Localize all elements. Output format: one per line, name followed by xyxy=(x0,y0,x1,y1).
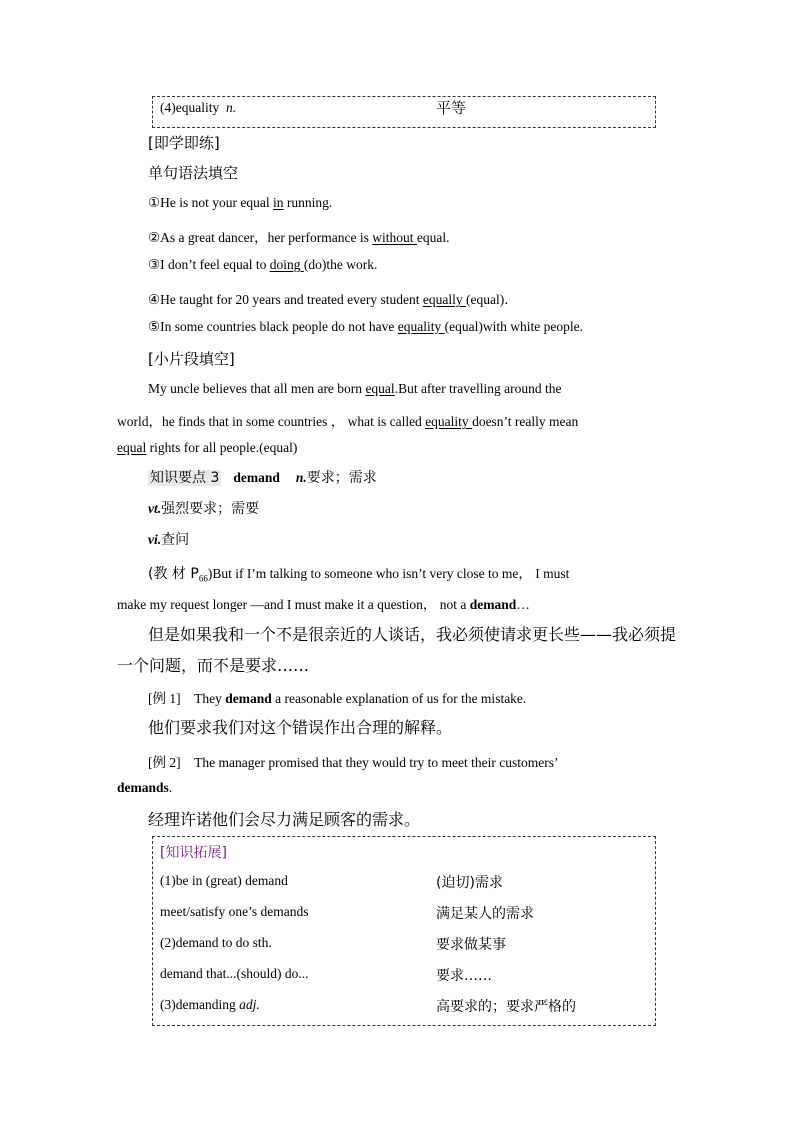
example-2-line-2: demands. xyxy=(117,780,173,795)
answer-blank: in xyxy=(272,195,284,210)
example-2-translation: 经理许诺他们会尽力满足顾客的需求。 xyxy=(148,810,421,829)
practice-item-3: ③I don’t feel equal to doing (do)the work. xyxy=(148,257,378,272)
expansion-heading: [知识拓展] xyxy=(160,845,227,861)
definition-term: (4)equality n. xyxy=(160,100,237,115)
practice-subheading: 单句语法填空 xyxy=(148,164,239,182)
key-point-vt: vt.强烈要求；需要 xyxy=(148,501,260,517)
expansion-row-5-zh: 高要求的；要求严格的 xyxy=(436,999,576,1015)
example-1: [例 1] They demand a reasonable explanation of us for the mistake. xyxy=(148,691,527,706)
answer-blank: equality xyxy=(425,414,473,429)
answer-blank: doing xyxy=(269,257,304,272)
expansion-row-5-en: (3)demanding adj. xyxy=(160,997,260,1012)
textbook-translation-2: 一个问题，而不是要求…… xyxy=(117,656,310,675)
fragment-heading: [小片段填空] xyxy=(148,350,235,368)
fragment-line-2: world，he finds that in some countries ， what is called equality doesn’t really mean xyxy=(117,414,579,429)
textbook-translation-1: 但是如果我和一个不是很亲近的人谈话，我必须使请求更长些——我必须提 xyxy=(148,625,677,644)
textbook-line-1: (教 材 $P_{66})But$ if I’m talking to someone who isn’t very close to me， I must xyxy=(148,566,570,584)
expansion-row-3-en: (2)demand to do sth. xyxy=(160,935,272,950)
practice-item-2: ②As a great dancer，her performance is without equal. xyxy=(148,230,450,245)
expansion-row-3-zh: 要求做某事 xyxy=(436,937,506,953)
fragment-line-1: My uncle believes that all men are born equal.But after travelling around the xyxy=(148,381,562,396)
key-word: demand xyxy=(233,470,280,485)
answer-blank: equality xyxy=(397,319,445,334)
textbook-line-2: make my request longer —and I must make it a question， not a demand… xyxy=(117,597,530,612)
key-point-vi: vi.查问 xyxy=(148,532,190,548)
key-point-tag: 知识要点 3 xyxy=(150,470,220,486)
answer-blank: equal xyxy=(365,381,395,396)
expansion-row-1-zh: (迫切)需求 xyxy=(436,875,503,891)
answer-blank: equal xyxy=(117,440,147,455)
expansion-row-1-en: (1)be in (great) demand xyxy=(160,873,288,888)
practice-item-1: ①He is not your equal in running. xyxy=(148,195,333,210)
expansion-row-4-zh: 要求…… xyxy=(436,968,492,984)
answer-blank: without xyxy=(372,230,417,245)
answer-blank: equally xyxy=(422,292,467,307)
example-1-translation: 他们要求我们对这个错误作出合理的解释。 xyxy=(148,718,453,737)
practice-item-5: ⑤In some countries black people do not have equality (equal)with white people. xyxy=(148,319,584,334)
expansion-row-2-zh: 满足某人的需求 xyxy=(436,906,534,922)
expansion-row-2-en: meet/satisfy one’s demands xyxy=(160,904,309,919)
key-point-header: 知识要点 3 demand n.要求；需求 xyxy=(150,470,377,486)
practice-heading: [即学即练] xyxy=(148,134,220,152)
practice-item-4: ④He taught for 20 years and treated every student equally (equal)． xyxy=(148,292,518,307)
expansion-row-4-en: demand that...(should) do... xyxy=(160,966,309,981)
definition-meaning: 平等 xyxy=(436,99,467,117)
fragment-line-3: equal rights for all people.(equal) xyxy=(117,440,298,455)
example-2-line-1: [例 2] The manager promised that they would try to meet their customers’ xyxy=(148,755,559,770)
